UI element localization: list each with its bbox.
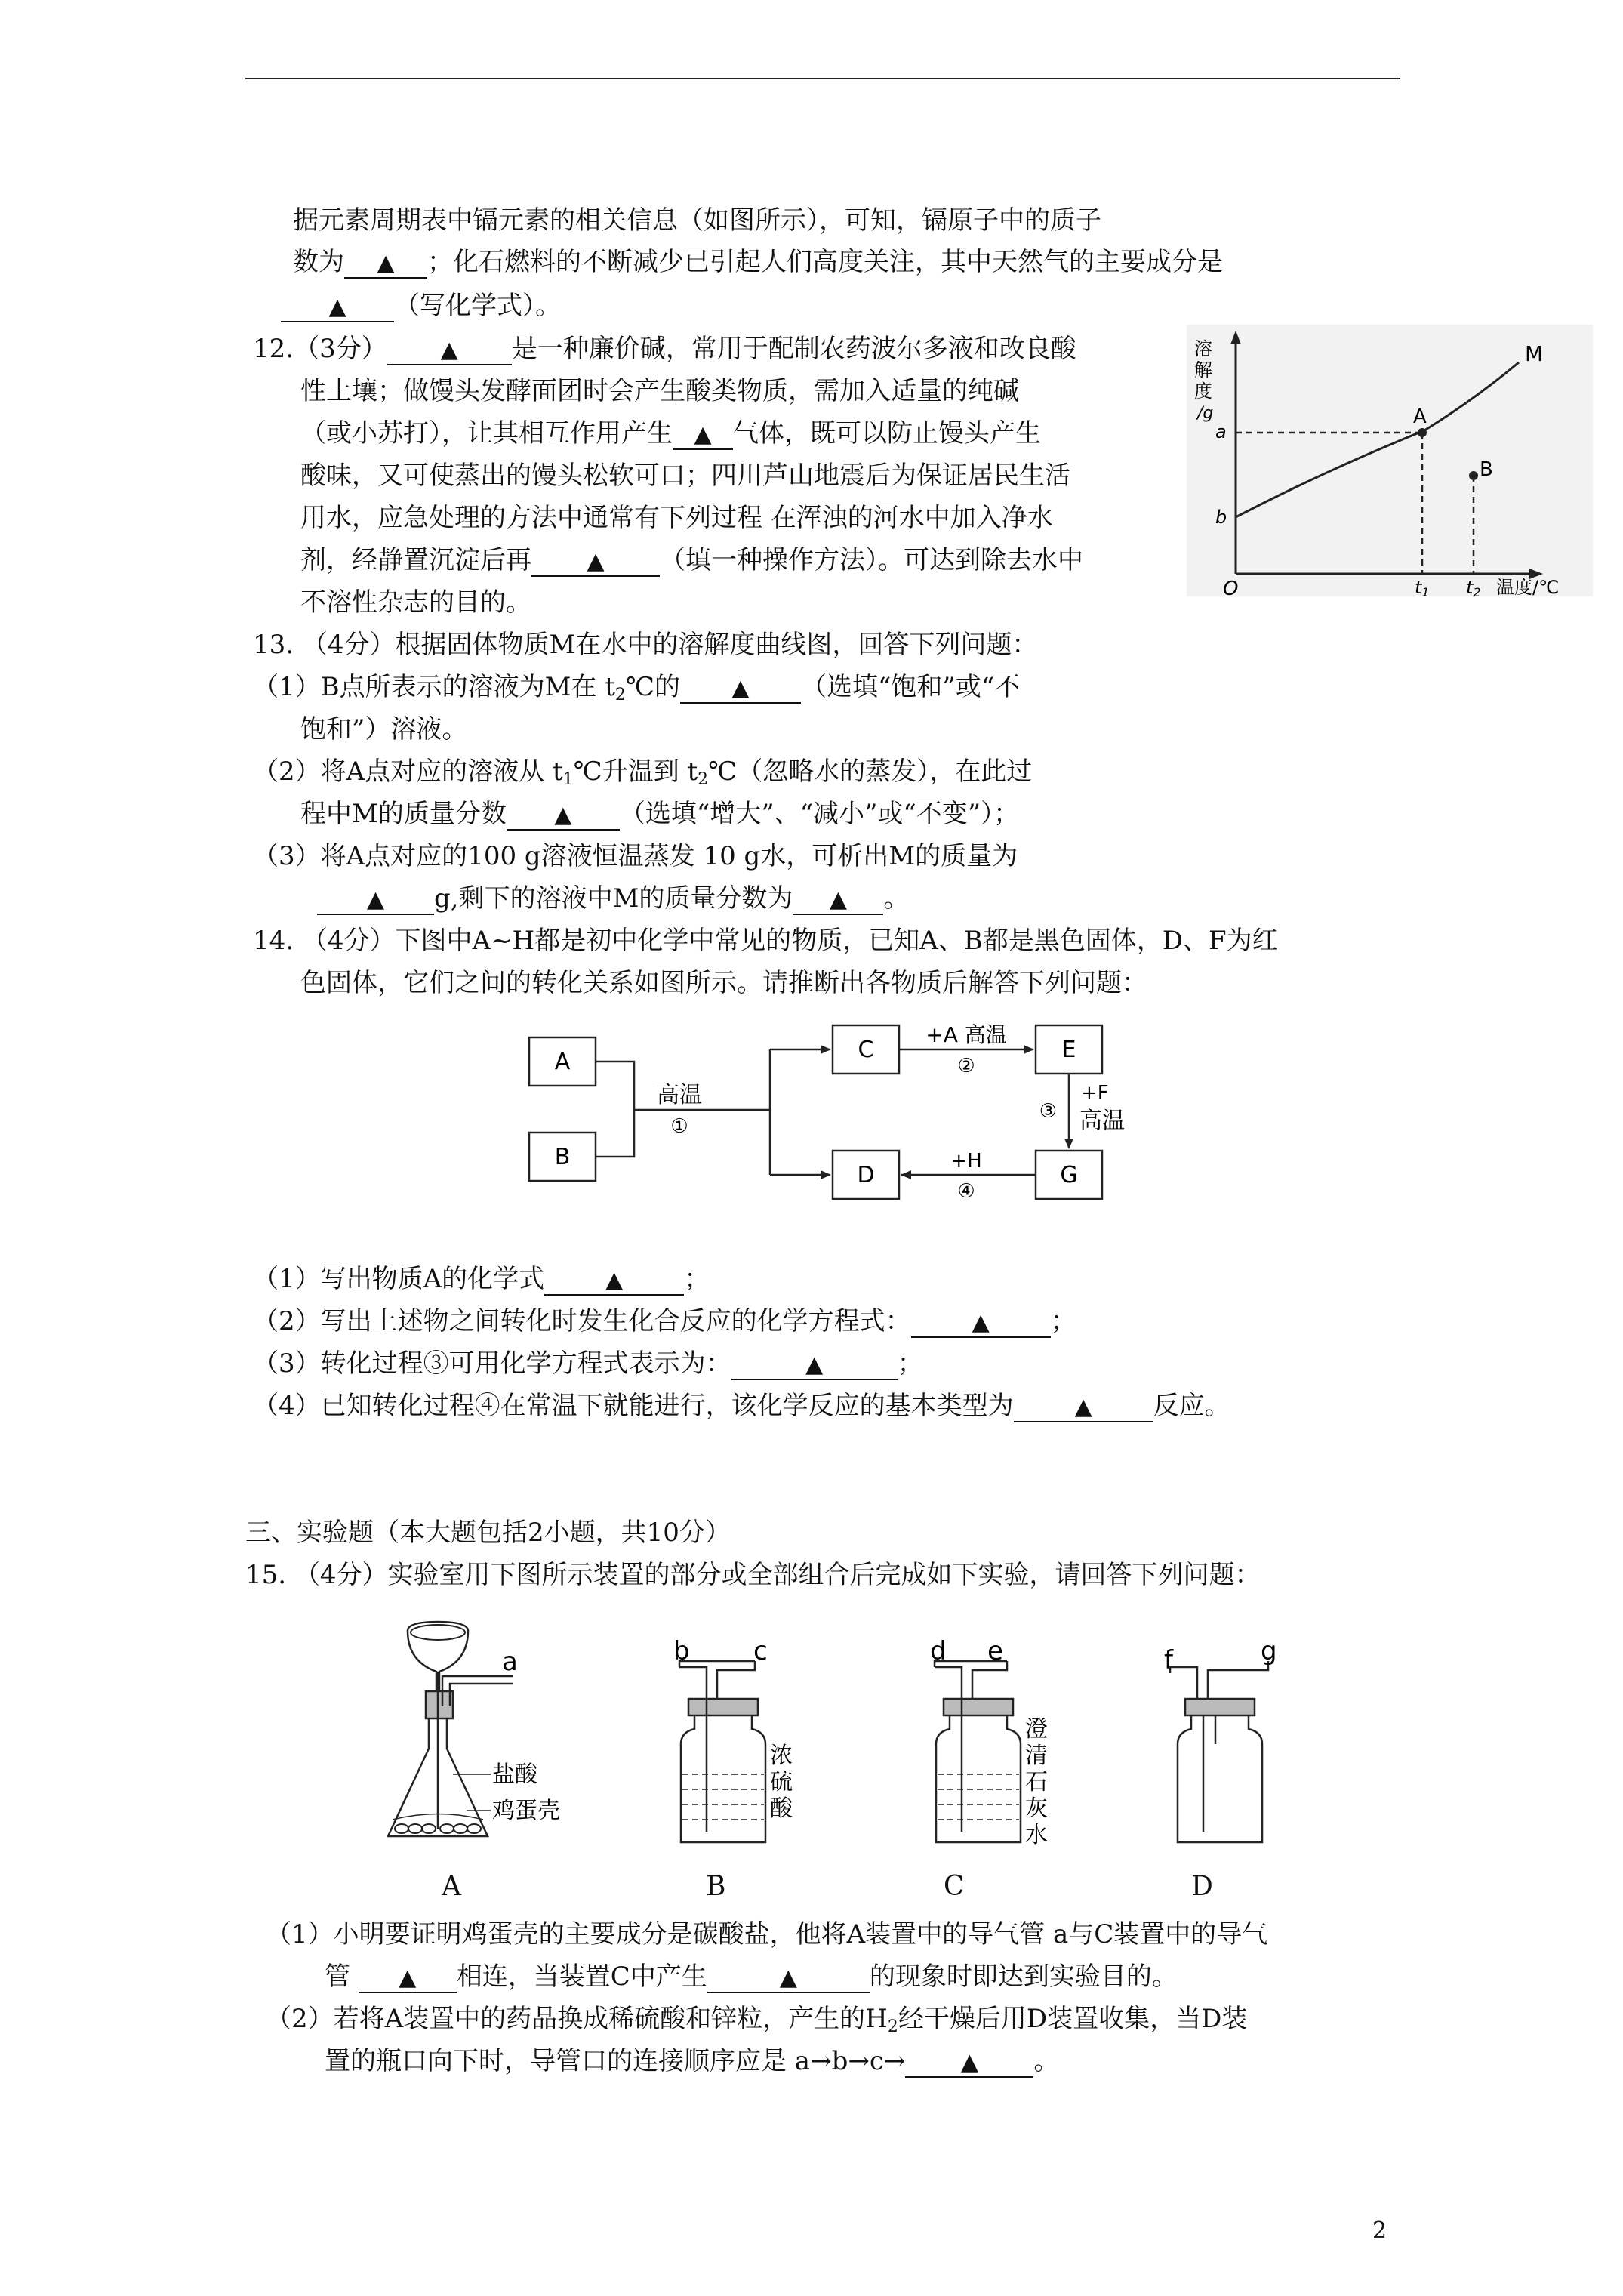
- y-tick-a: a: [1215, 421, 1227, 442]
- origin-label: O: [1223, 578, 1239, 600]
- answer-blank[interactable]: ▲: [793, 885, 883, 915]
- answer-blank[interactable]: ▲: [707, 1963, 870, 1993]
- stopper: [426, 1691, 453, 1718]
- answer-blank[interactable]: ▲: [344, 248, 427, 279]
- q13-p3: （3）将A点对应的100 g溶液恒温蒸发 10 g水，可析出M的质量为: [253, 841, 1018, 871]
- port-a: a: [502, 1647, 518, 1677]
- q13-p3-cont: ▲ g,剩下的溶液中M的质量分数为 ▲ 。: [317, 882, 909, 915]
- label-conc-sulfuric: 硫: [770, 1769, 793, 1795]
- q12-line3: （或小苏打），让其相互作用产生 ▲ 气体，既可以防止馒头产生: [300, 418, 1041, 448]
- label-limewater: 灰: [1025, 1795, 1048, 1822]
- y-tick-b: b: [1215, 507, 1227, 528]
- point-b-label: B: [1480, 458, 1493, 481]
- solubility-graph: [1187, 325, 1593, 600]
- q15-p1: （1）小明要证明鸡蛋壳的主要成分是碳酸盐，他将A装置中的导气管 a与C装置中的导气: [266, 1919, 1268, 1949]
- answer-blank[interactable]: ▲: [317, 885, 434, 915]
- apparatus-b: [664, 1636, 815, 1857]
- apparatus-label-c: C: [944, 1871, 965, 1902]
- q14-p2: （2）写出上述物之间转化时发生化合反应的化学方程式： ▲ ；: [253, 1306, 1076, 1336]
- port-b: b: [673, 1636, 690, 1666]
- t1-label: t1: [1415, 577, 1430, 599]
- q14-line2: 色固体，它们之间的转化关系如图所示。请推断出各物质后解答下列问题：: [300, 968, 1147, 998]
- apparatus-c: [919, 1636, 1070, 1880]
- bracket-ab: [596, 1062, 634, 1157]
- section-3-heading: 三、实验题（本大题包括2小题，共10分）: [245, 1518, 731, 1548]
- apparatus-label-d: D: [1191, 1871, 1213, 1902]
- condition-3b: 高温: [1079, 1108, 1125, 1134]
- q12-line6: 剂，经静置沉淀后再 ▲ （填一种操作方法）。可达到除去水中: [300, 545, 1083, 575]
- condition-1: 高温: [657, 1082, 702, 1108]
- stopper: [1185, 1699, 1255, 1715]
- answer-blank[interactable]: ▲: [673, 420, 733, 450]
- curve-label: M: [1525, 341, 1544, 366]
- header-rule: [245, 78, 1400, 79]
- conversion-flow-diagram: [521, 1003, 1125, 1222]
- box-d: [833, 1151, 899, 1199]
- q12-line4: 酸味，又可使蒸出的馒头松软可口；四川芦山地震后为保证居民生活: [300, 461, 1070, 491]
- label-conc-sulfuric: 浓: [770, 1743, 793, 1769]
- label-limewater: 石: [1025, 1769, 1048, 1795]
- q14-p4: （4）已知转化过程④在常温下就能进行，该化学反应的基本类型为 ▲ 反应。: [253, 1391, 1230, 1421]
- x-axis-label: 温度/℃: [1496, 577, 1560, 598]
- port-e: e: [987, 1636, 1003, 1666]
- label-conc-sulfuric: 酸: [770, 1795, 793, 1822]
- svg-text:E: E: [1061, 1037, 1076, 1063]
- step-4: ④: [957, 1180, 975, 1203]
- q12-line1: 12.（3分） ▲ 是一种廉价碱，常用于配制农药波尔多液和改良酸: [253, 334, 1076, 364]
- q11-line2: 数为 ▲ ；化石燃料的不断减少已引起人们高度关注，其中天然气的主要成分是: [293, 247, 1223, 277]
- answer-blank[interactable]: ▲: [911, 1308, 1051, 1338]
- label-limewater: 清: [1025, 1743, 1048, 1769]
- ylabel-char: 度: [1194, 381, 1212, 402]
- box-e: [1036, 1025, 1102, 1074]
- svg-text:D: D: [857, 1162, 875, 1188]
- page-number: 2: [1372, 2217, 1387, 2244]
- label-limewater: 水: [1025, 1822, 1048, 1848]
- svg-text:A: A: [554, 1049, 571, 1075]
- port-c: c: [753, 1636, 768, 1666]
- port-g: g: [1261, 1636, 1277, 1666]
- q13-line1: 13. （4分）根据固体物质M在水中的溶解度曲线图，回答下列问题：: [253, 630, 1038, 660]
- q11-line3: ▲ （写化学式）。: [281, 289, 561, 322]
- q13-p1-cont: 饱和”）溶液。: [300, 714, 468, 744]
- step-2: ②: [957, 1055, 975, 1077]
- box-b: [529, 1133, 596, 1181]
- q15-p2: （2）若将A装置中的药品换成稀硫酸和锌粒，产生的$H_2$经干燥后用D装置收集，当D装: [266, 2004, 1248, 2036]
- q12-line5: 用水，应急处理的方法中通常有下列过程 在浑浊的河水中加入净水: [300, 503, 1053, 533]
- q14-line1: 14. （4分）下图中A~H都是初中化学中常见的物质，已知A、B都是黑色固体，D、F为红: [253, 926, 1278, 956]
- inlet-outlet-tubes: [935, 1661, 1007, 1699]
- box-g: [1036, 1151, 1102, 1199]
- q15-p2-cont: 置的瓶口向下时，导管口的连接顺序应是 a→b→c→ ▲ 。: [325, 2046, 1060, 2076]
- q13-p1: （1）B点所表示的溶液为M在 $t_2℃$的 ▲ （选填“饱和”或“不: [253, 672, 1021, 704]
- label-eggshell: 鸡蛋壳: [492, 1798, 560, 1824]
- q11-line1: 据元素周期表中镉元素的相关信息（如图所示），可知，镉原子中的质子: [293, 205, 1101, 236]
- inlet-outlet-tubes: [679, 1661, 755, 1699]
- port-f: f: [1164, 1645, 1173, 1675]
- q14-p1: （1）写出物质A的化学式 ▲ ；: [253, 1264, 710, 1294]
- q13-p2: （2）将A点对应的溶液从 $t_1℃$升温到 $t_2℃$（忽略水的蒸发），在此过: [253, 757, 1033, 789]
- svg-text:C: C: [858, 1037, 874, 1063]
- t2-label: t2: [1466, 577, 1481, 599]
- port-d: d: [930, 1636, 947, 1666]
- point-a-marker: [1418, 428, 1427, 437]
- point-b-marker: [1469, 471, 1478, 480]
- answer-blank[interactable]: ▲: [387, 335, 512, 365]
- answer-blank[interactable]: ▲: [359, 1963, 457, 1993]
- q15-line1: 15. （4分）实验室用下图所示装置的部分或全部组合后完成如下实验，请回答下列问题：: [245, 1560, 1261, 1590]
- ylabel-char: /g: [1197, 404, 1214, 423]
- liquid-level: [682, 1774, 764, 1820]
- answer-blank[interactable]: ▲: [531, 547, 660, 577]
- svg-text:G: G: [1060, 1162, 1078, 1188]
- answer-blank[interactable]: ▲: [680, 673, 801, 704]
- label-hydrochloric-acid: 盐酸: [492, 1761, 537, 1788]
- box-c: [833, 1025, 899, 1074]
- step-3: ③: [1039, 1100, 1057, 1123]
- answer-blank[interactable]: ▲: [1014, 1392, 1153, 1422]
- apparatus-label-b: B: [706, 1871, 726, 1902]
- answer-blank[interactable]: ▲: [905, 2048, 1033, 2078]
- q15-p1-cont: 管 ▲ 相连，当装置C中产生 ▲ 的现象时即达到实验目的。: [325, 1962, 1178, 1992]
- stopper: [688, 1699, 758, 1715]
- condition-3a: +F: [1081, 1082, 1109, 1105]
- ylabel-char: 解: [1194, 359, 1212, 381]
- wash-bottle: [681, 1715, 765, 1842]
- q12-line2: 性土壤；做馒头发酵面团时会产生酸类物质，需加入适量的纯碱: [300, 376, 1019, 406]
- answer-blank[interactable]: ▲: [731, 1350, 898, 1380]
- box-a: [529, 1037, 596, 1086]
- stopper: [944, 1699, 1013, 1715]
- q12-line7: 不溶性杂志的目的。: [300, 587, 531, 618]
- condition-4: +H: [950, 1150, 982, 1173]
- apparatus-d: [1155, 1636, 1306, 1857]
- label-limewater: 澄: [1025, 1716, 1048, 1743]
- point-a-label: A: [1413, 405, 1427, 428]
- ylabel-char: 溶: [1194, 338, 1212, 359]
- step-1: ①: [670, 1115, 688, 1138]
- svg-text:B: B: [554, 1144, 571, 1170]
- answer-blank[interactable]: ▲: [544, 1265, 684, 1296]
- apparatus-a: [377, 1616, 604, 1857]
- liquid-level: [938, 1774, 1019, 1820]
- answer-blank[interactable]: ▲: [281, 292, 394, 322]
- apparatus-label-a: A: [442, 1871, 461, 1902]
- q14-p3: （3）转化过程③可用化学方程式表示为： ▲ ；: [253, 1348, 923, 1379]
- collecting-bottle: [1178, 1715, 1262, 1842]
- answer-blank[interactable]: ▲: [507, 800, 620, 831]
- condition-2: +A 高温: [925, 1022, 1007, 1047]
- q13-p2-cont: 程中M的质量分数 ▲ （选填“增大”、“减小”或“不变”）；: [300, 799, 1020, 829]
- wash-bottle: [936, 1715, 1021, 1842]
